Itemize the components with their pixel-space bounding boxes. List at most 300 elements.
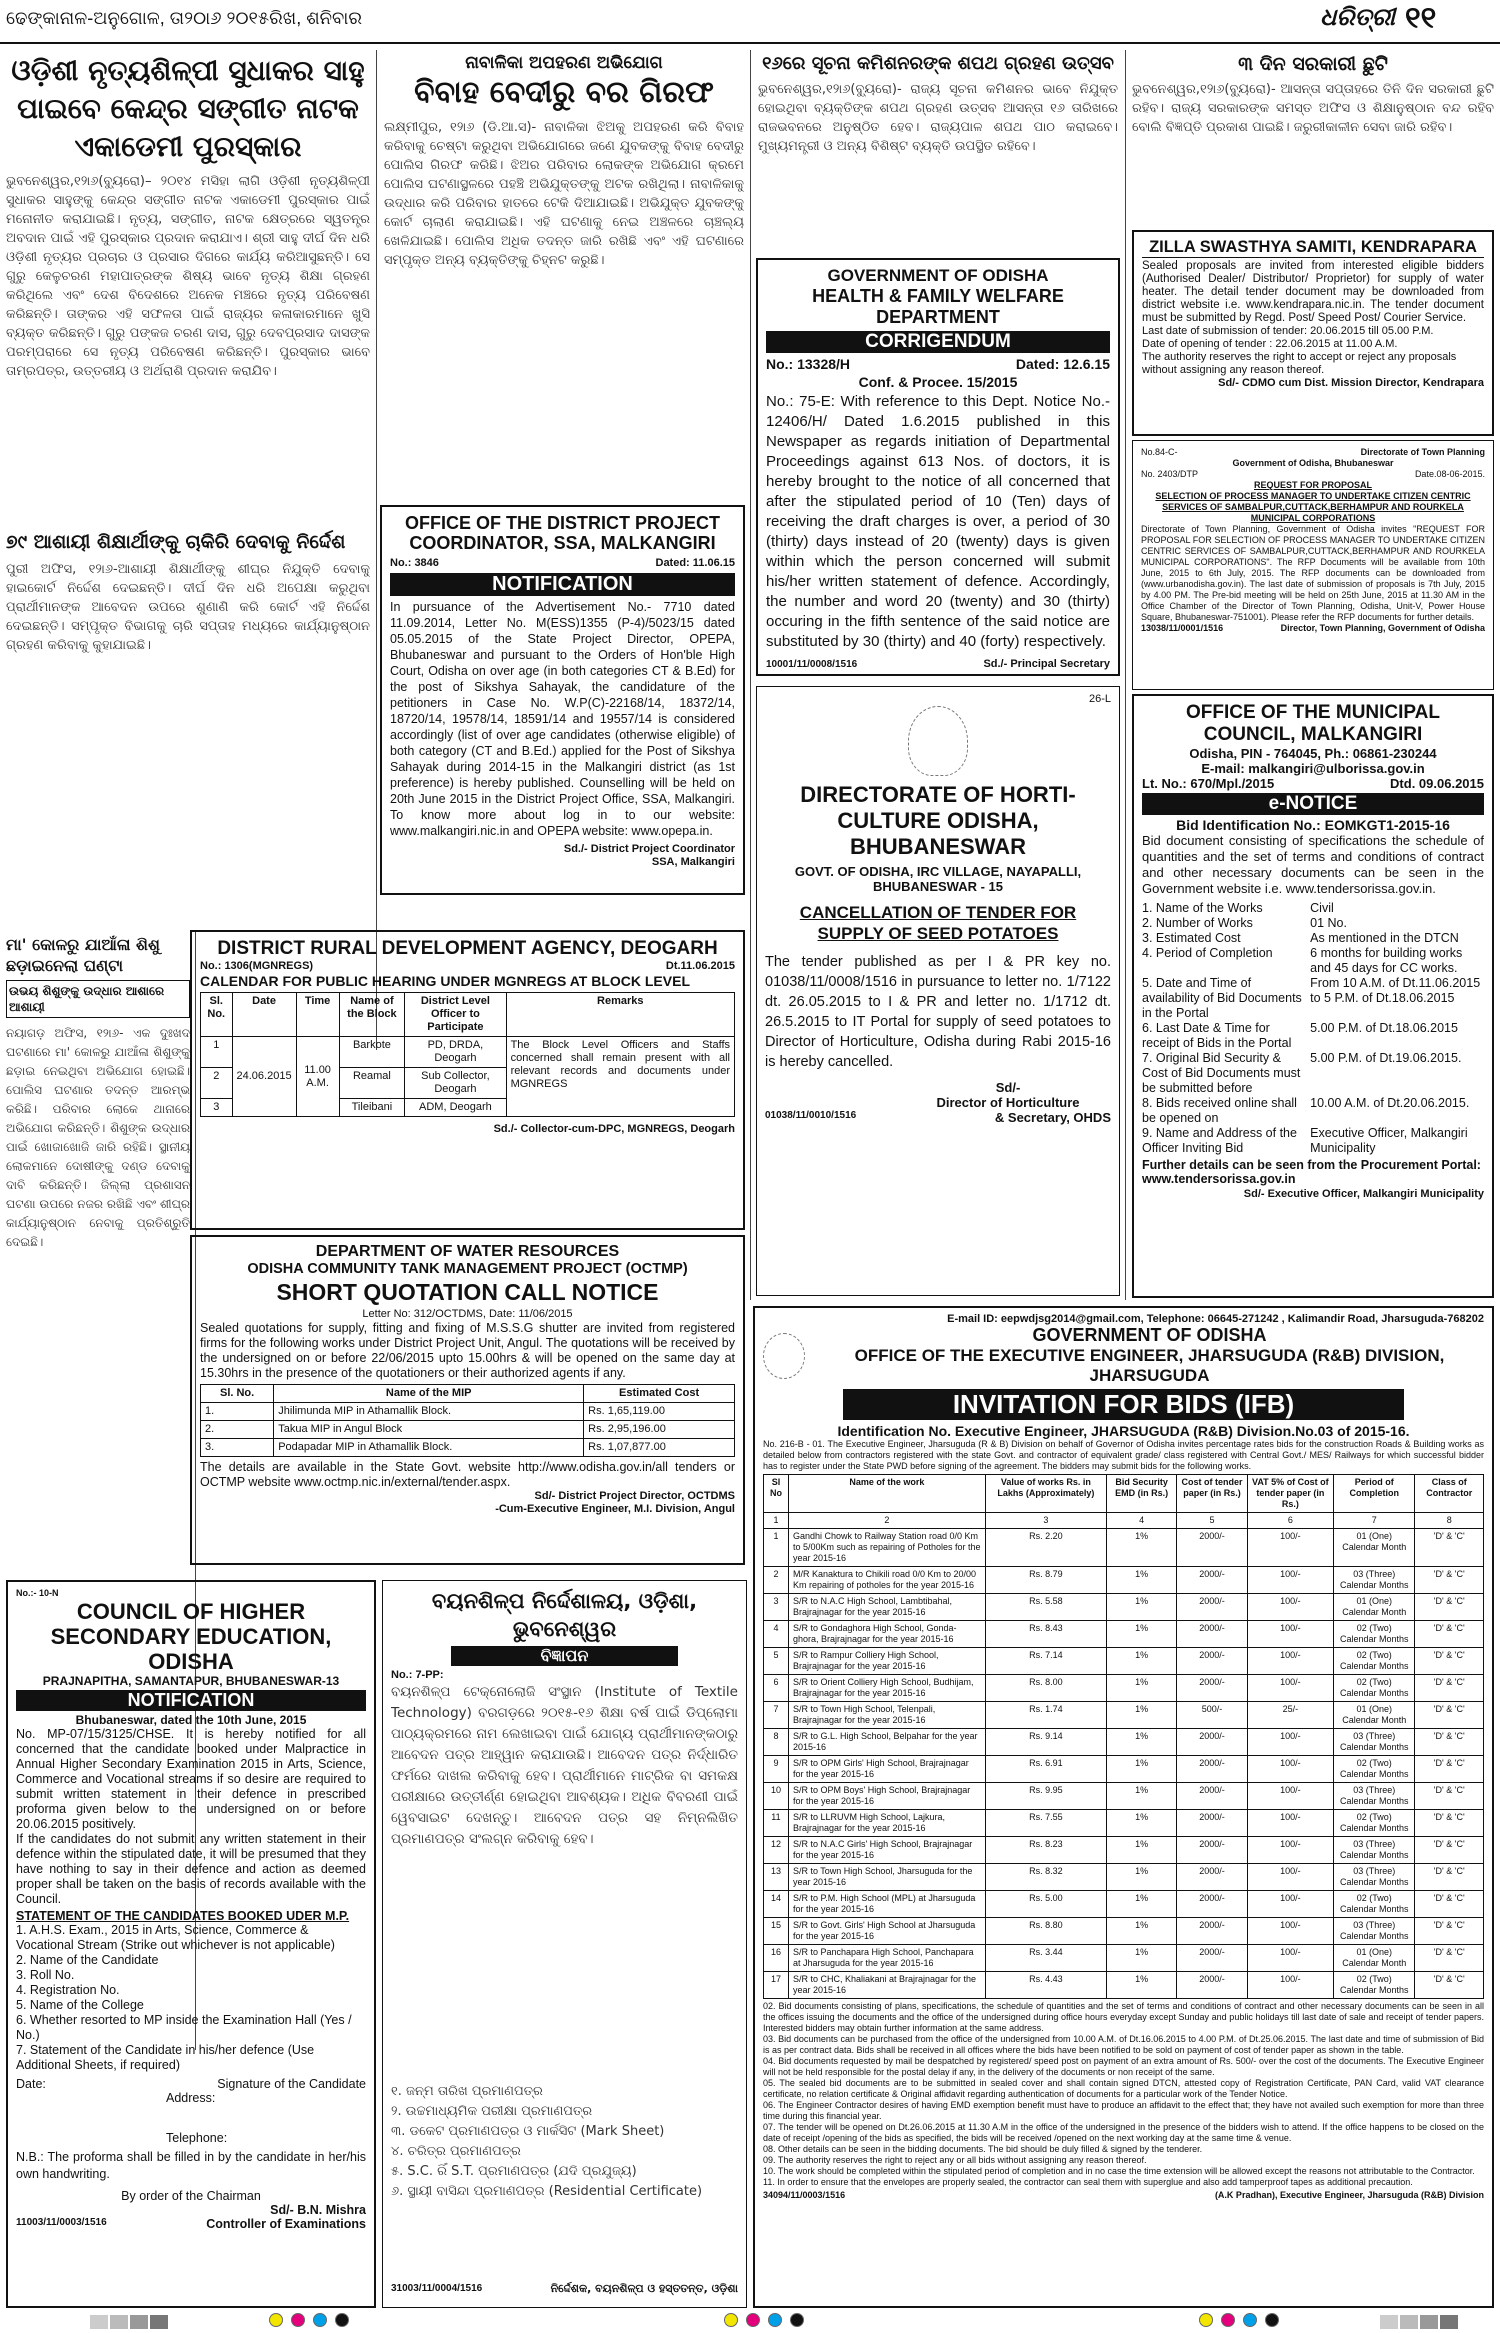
notice-date: Dt.11.06.2015	[665, 960, 735, 972]
header-dateline: ଢେଙ୍କାନାଳ-ଅନୁଗୋଳ, ତା୨୦ା୬ ୨୦୧୫ରିଖ, ଶନିବାର	[6, 8, 363, 28]
article-rti	[758, 52, 1118, 252]
note-item: 09. The authority reserves the right to reject any or all bids without assigning any reason thereof.	[763, 2155, 1147, 2165]
table-row	[764, 1945, 1484, 1972]
cell: 03 (Three) Calendar Months	[1334, 1864, 1415, 1891]
schedule-value: 10.00 A.M. of Dt.20.06.2015.	[1310, 1096, 1470, 1110]
key-label: 26-L	[1088, 693, 1111, 705]
col-header: District Level Officer to Participate	[405, 993, 506, 1037]
statement-item: 1. A.H.S. Exam., 2015 in Arts, Science, Commerce & Vocational Stream (Strike out whichever is not applicable)	[16, 1923, 335, 1952]
notice-zilla	[1132, 230, 1494, 436]
cell: Rs. 9.14	[985, 1729, 1106, 1756]
cell: Rs. 8.00	[985, 1675, 1106, 1702]
notice-bar: e-NOTICE	[1142, 793, 1484, 815]
contact-line: E-mail ID: eepwdjsg2014@gmail.com, Telephone: 06645-271242 , Kalimandir Road, Jharsuguda-768202	[947, 1313, 1484, 1325]
key-code: 11003/11/0003/1516	[16, 2217, 107, 2228]
cell: 2000/-	[1177, 1529, 1247, 1567]
cell: 6	[764, 1675, 789, 1702]
notice-title: ବୟନଶିଳ୍ପ ନିର୍ଦ୍ଦେଶାଳୟ, ଓଡ଼ିଶା, ଭୁବନେଶ୍ୱର	[431, 1589, 698, 1641]
notice-body: Sealed quotations for supply, fitting and fixing of M.S.S.G shutter are invited from registered firms for the following works under District Project Unit, Angul. The quotations will be received by the undersigned on or before 22/06/2015 upto 15.00hrs & will be opened on the same day at 15.30hrs in the presence of the quotationers or their authorized agents if any.	[200, 1321, 735, 1380]
table-row	[764, 1675, 1484, 1702]
cell: 02 (Two) Calendar Months	[1334, 1675, 1415, 1702]
notice-chse	[6, 1580, 376, 2308]
col-number: 8	[1415, 1513, 1484, 1529]
signature-title: Director of Horticulture	[936, 1095, 1080, 1110]
cell: Rs. 9.95	[985, 1783, 1106, 1810]
order-line: By order of the Chairman	[121, 2189, 261, 2203]
cell: 2000/-	[1177, 1648, 1247, 1675]
cell: 'D' & 'C'	[1415, 1675, 1484, 1702]
cell: 'D' & 'C'	[1415, 1729, 1484, 1756]
signature: Sd/- B.N. Mishra	[270, 2203, 366, 2217]
line-deadline: Last date of submission of tender: 20.06.2015 till 05.00 P.M.	[1142, 325, 1434, 337]
col-number: 4	[1106, 1513, 1177, 1529]
signature: Sd/- CDMO cum Dist. Mission Director, Kendrapara	[1218, 377, 1484, 389]
col-number: 5	[1177, 1513, 1247, 1529]
notice-date: Dated: 12.6.15	[1015, 356, 1110, 372]
color-registration-bar	[1380, 2315, 1460, 2333]
statement-item: 6. Whether resorted to MP inside the Examination Hall (Yes / No.)	[16, 2013, 352, 2042]
cell: Rs. 5.58	[985, 1594, 1106, 1621]
schedule-row	[1142, 916, 1484, 931]
col-header: Name of the work	[788, 1475, 985, 1513]
note-item: 06. The Engineer Contractor desires of having EMD exemption benefit must have to produce an affidavit to the effect that; they have not availed such exemption for more than three time during this financial year.	[763, 2100, 1484, 2121]
notice-no: No.:- 10-N	[16, 1588, 59, 1598]
cell: 'D' & 'C'	[1415, 1945, 1484, 1972]
state-emblem	[908, 706, 968, 776]
schedule-row	[1142, 901, 1484, 916]
cell: S/R to P.M. High School (MPL) at Jharsuguda for the year 2015-16	[788, 1891, 985, 1918]
notice-date: Bhubaneswar, dated the 10th June, 2015	[75, 1713, 307, 1727]
cell: 8	[764, 1729, 789, 1756]
cell: Rs. 2,95,196.00	[584, 1421, 735, 1439]
cell: Rs. 8.43	[985, 1621, 1106, 1648]
notice-body: In pursuance of the Advertisement No.- 7710 dated 11.09.2014, Letter No. M(ESS)1355 (P-4)/5023/15 dated 05.05.2015 of the State Project Director, OPEPA, Bhubaneswar and pursuant to the Orders of Hon'ble High Court, Odisha on over age (in both categories CT & B.Ed) for the post of Sikshya Sahayak, the candidature of the petitioners in Case No. W.P(C)-22168/14, 18372/14, 18720/14, 19578/14, 18591/14 and 19557/14 is considered accordingly (list of over age candidates (otherwise eligible) of both category (CT and B.Ed.) applied for the Post of Sikshya Sahayak during 2014-15 in the Malkangiri district (as 1st preference) is hereby published. Counselling will be held on 20th June 2015 in the District Project Office, SSA, Malkangiri. To know more about log in to our website: www.malkangiri.nic.in and OPEPA website: www.opepa.in.	[390, 600, 735, 838]
table-row	[764, 1972, 1484, 1999]
gov-title: GOVERNMENT OF ODISHA	[827, 266, 1049, 285]
headline: ୩ ଦିନ ସରକାରୀ ଛୁଟି	[1238, 53, 1388, 75]
cell: 500/-	[1177, 1702, 1247, 1729]
cell: 15	[764, 1918, 789, 1945]
gov-title: GOVERNMENT OF ODISHA	[1032, 1325, 1267, 1345]
cell: 2000/-	[1177, 1918, 1247, 1945]
cell: 1.	[201, 1403, 274, 1421]
cell: 100/-	[1247, 1891, 1334, 1918]
column-rule	[1125, 50, 1126, 1300]
cell: 100/-	[1247, 1783, 1334, 1810]
schedule-row	[1142, 931, 1484, 946]
cell: S/R to N.A.C Girls' High School, Brajrajnagar for the year 2015-16	[788, 1837, 985, 1864]
notice-no: No.: 1306(MGNREGS)	[200, 960, 314, 972]
note-item: 10. The work should be completed within the stipulated period of completion and in no case the time extension will be allowed except the reasons not attributable to the Contractor.	[763, 2166, 1475, 2176]
notice-drda	[190, 930, 745, 1230]
cell: 3	[201, 1099, 233, 1117]
headline: ୭୯ ଆଶାୟୀ ଶିକ୍ଷାର୍ଥୀଙ୍କୁ ଚାକିରି ଦେବାକୁ ନିର୍ଦ୍ଦେଶ	[6, 531, 346, 553]
cell: 100/-	[1247, 1810, 1334, 1837]
address-label: Address:	[166, 2091, 216, 2105]
schedule-label: 3. Estimated Cost	[1142, 931, 1241, 945]
table-row	[764, 1529, 1484, 1567]
cell: 100/-	[1247, 1594, 1334, 1621]
notice-water	[190, 1235, 745, 1565]
works-table	[763, 1474, 1484, 1999]
notice-bar: NOTIFICATION	[390, 573, 735, 596]
notice-footer: The details are available in the State Govt. website http://www.odisha.gov.in/all tenders or OCTMP website www.octmp.nic.in/external/tender.aspx.	[200, 1460, 735, 1489]
col-header: Value of works Rs. in Lakhs (Approximately)	[985, 1475, 1106, 1513]
note-item: 03. Bid documents can be purchased from the office of the undersigned from 10.00 A.M. of Dt.16.06.2015 to 4.00 P.M. of Dt.25.06.2015. The last date and time of submission of Bid is as per contract data. Bids shall be received in all offices where the bids have been notified to be sold on payment of cost of tender paper as shown in the table.	[763, 2034, 1484, 2055]
table-row	[764, 1567, 1484, 1594]
notice-body: Bid document consisting of specifications the schedule of quantities and the set of terms and conditions of contract and other necessary documents can be seen in the Government website i.e. www.tendersorissa.gov.in.	[1142, 833, 1484, 896]
key-code: 01038/11/0010/1516	[765, 1110, 857, 1121]
note-item: 05. The sealed bid documents are to be submitted in sealed cover and shall contain signed DTCN, attested copy of Registration Certificate, PAN Card, valid VAT clearance certificate, no relation certificate & Original affidavit regarding authentication of documents for a particular work of the Tender Notice.	[763, 2078, 1484, 2099]
cell: Takua MIP in Angul Block	[274, 1421, 584, 1439]
page-header	[0, 0, 1500, 44]
cell-time: 11.00 A.M.	[296, 1037, 339, 1117]
cell: 3	[764, 1594, 789, 1621]
col-header: Remarks	[506, 993, 734, 1037]
notice-body-2: If the candidates do not submit any written statement in their defence within the stipulated date, it will be presumed that they have nothing to say in their defence and action as deemed proper shall be taken on the basis of records available with the Council.	[16, 1832, 366, 1906]
cell: 03 (Three) Calendar Months	[1334, 1837, 1415, 1864]
cell: 'D' & 'C'	[1415, 1972, 1484, 1999]
document-item: ୫. S.C. ରିଁ S.T. ପ୍ରମାଣପତ୍ର (ଯଦି ପ୍ରଯୁଜ୍ୟ)	[391, 2164, 637, 2179]
cell: 01 (One) Calendar Month	[1334, 1945, 1415, 1972]
statement-item: 2. Name of the Candidate	[16, 1953, 159, 1967]
table-row	[764, 1729, 1484, 1756]
schedule-row	[1142, 946, 1484, 976]
table-row	[764, 1783, 1484, 1810]
table-row	[764, 1810, 1484, 1837]
col-header: Cost of tender paper (in Rs.)	[1177, 1475, 1247, 1513]
letter-date: Date.08-06-2015.	[1414, 469, 1485, 479]
notice-date: Dated: 11.06.15	[655, 557, 735, 569]
notice-title: OFFICE OF THE DISTRICT PROJECT COORDINATOR, SSA, MALKANGIRI	[404, 513, 720, 553]
cell: 'D' & 'C'	[1415, 1648, 1484, 1675]
cell: 100/-	[1247, 1918, 1334, 1945]
page-number: ୧୧	[1405, 2, 1437, 35]
cell: Rs. 7.14	[985, 1648, 1106, 1675]
key-code: 10001/11/0008/1516	[766, 659, 858, 670]
cell: 'D' & 'C'	[1415, 1891, 1484, 1918]
col-header: Estimated Cost	[584, 1385, 735, 1403]
col-header: Sl No	[764, 1475, 789, 1513]
cell: 'D' & 'C'	[1415, 1864, 1484, 1891]
signature: Sd/-	[995, 1080, 1021, 1095]
col-header: Sl. No.	[201, 993, 233, 1037]
signature: (A.K Pradhan), Executive Engineer, Jharsuguda (R&B) Division	[1214, 2190, 1484, 2200]
cell: 02 (Two) Calendar Months	[1334, 1972, 1415, 1999]
cell: S/R to Rampur Colliery High School, Brajrajnagar for the year 2015-16	[788, 1648, 985, 1675]
note-item: 08. Other details can be seen in the bidding documents. The bid should be duly filled & signed by the tenderer.	[763, 2144, 1203, 2154]
key-code: 34094/11/0003/1516	[763, 2190, 846, 2200]
cell: 1%	[1106, 1648, 1177, 1675]
cell: 'D' & 'C'	[1415, 1918, 1484, 1945]
cell: 1%	[1106, 1729, 1177, 1756]
cell: 'D' & 'C'	[1415, 1567, 1484, 1594]
notice-body: No. MP-07/15/3125/CHSE. It is hereby notified for all concerned that the candidate booked under Malpractice in Annual Higher Secondary Examination 2015 in Arts, Science, Commerce and Vocational streams if so desire are required to submit written statement in their defence in prescribed proforma given below to the undersigned on or before 20.06.2015 positively.	[16, 1727, 366, 1831]
cell: 1%	[1106, 1810, 1177, 1837]
cell: Rs. 1,07,877.00	[584, 1439, 735, 1457]
dept-title: HEALTH & FAMILY WELFARE DEPARTMENT	[812, 286, 1064, 327]
table-row	[764, 1621, 1484, 1648]
color-registration-bar	[90, 2315, 170, 2333]
subheadline: ଉଭୟ ଶିଶୁଙ୍କୁ ଉଦ୍ଧାର ଆଶାରେ ଆଶାୟୀ	[6, 980, 190, 1018]
notice-title: DIRECTORATE OF HORTI-CULTURE ODISHA, BHUBANESWAR	[800, 782, 1076, 859]
cell: Rs. 1,65,119.00	[584, 1403, 735, 1421]
cell: 'D' & 'C'	[1415, 1837, 1484, 1864]
schedule-label: 1. Name of the Works	[1142, 901, 1263, 915]
address: Odisha, PIN - 764045, Ph.: 06861-230244	[1189, 746, 1437, 761]
cell: 100/-	[1247, 1567, 1334, 1594]
state-emblem	[763, 1333, 805, 1379]
article-body: ଭୁବନେଶ୍ୱର,୧୨ା୬(ବ୍ୟୁରୋ)- ଆସନ୍ତା ସପ୍ତାହରେ ତିନି ଦିନ ସରକାରୀ ଛୁଟି ରହିବ। ରାଜ୍ୟ ସରକାରଙ୍କ ସମସ୍ତ ଅଫିସ ଓ ଶିକ୍ଷାନୁଷ୍ଠାନ ବନ୍ଦ ରହିବ ବୋଲି ବିଜ୍ଞପ୍ତି ପ୍ରକାଶ ପାଇଛି। ଜରୁରୀକାଳୀନ ସେବା ଜାରି ରହିବ।	[1132, 82, 1494, 135]
schedule-value: Civil	[1310, 901, 1334, 915]
table-row	[764, 1864, 1484, 1891]
letter-no: Letter No: 312/OCTDMS, Date: 11/06/2015	[362, 1308, 573, 1320]
article-holiday	[1132, 52, 1494, 227]
masthead: ଧରିତ୍ରୀ	[1320, 4, 1395, 31]
notice-municipal	[1132, 694, 1494, 1298]
cell: 'D' & 'C'	[1415, 1756, 1484, 1783]
cell: 02 (Two) Calendar Months	[1334, 1648, 1415, 1675]
headline: ମା' କୋଳରୁ ଯାଆଁଳା ଶିଶୁ ଛଡ଼ାଇନେଲା ଘଣ୍ଟା	[6, 935, 160, 975]
cell: S/R to Panchapara High School, Panchapara at Jharsuguda for the year 2015-16	[788, 1945, 985, 1972]
cell: 2000/-	[1177, 1810, 1247, 1837]
notice-health	[756, 258, 1120, 676]
document-item: ୪. ଚରିତ୍ର ପ୍ରମାଣପତ୍ର	[391, 2144, 521, 2159]
schedule-value: From 10 A.M. of Dt.11.06.2015 to 5 P.M. of Dt.18.06.2015	[1310, 976, 1481, 1005]
cell: 02 (Two) Calendar Months	[1334, 1810, 1415, 1837]
line-rights: The authority reserves the right to accept or reject any proposals without assigning any reason thereof.	[1142, 351, 1457, 376]
cell: 100/-	[1247, 1675, 1334, 1702]
cell: S/R to Gondaghora High School, Gonda-ghora, Brajrajnagar for the year 2015-16	[788, 1621, 985, 1648]
note-item: 11. In order to ensure that the envelopes are properly sealed, the contractor can seal them with superglue and also add tamperproof tapes as additional precaution.	[763, 2177, 1413, 2187]
schedule-value: Executive Officer, Malkangiri Municipality	[1310, 1126, 1468, 1155]
document-item: ୧. ଜନ୍ମ ତାରିଖ ପ୍ରମାଣପତ୍ର	[391, 2084, 543, 2099]
cell: 10	[764, 1783, 789, 1810]
cell: 100/-	[1247, 1648, 1334, 1675]
notice-bar: CORRIGENDUM	[766, 331, 1110, 353]
headline: ବିବାହ ବେଦୀରୁ ବର ଗିରଫ	[414, 75, 714, 110]
conf-no: Conf. & Procee. 15/2015	[858, 374, 1018, 390]
col-header: Name of the MIP	[274, 1385, 584, 1403]
schedule-label: 9. Name and Address of the Officer Inviting Bid	[1142, 1126, 1297, 1155]
cell: Rs. 6.91	[985, 1756, 1106, 1783]
notice-body: ବୟନଶିଳ୍ପ ଟେକ୍ନୋଲୋଜି ସଂସ୍ଥାନ (Institute of Textile Technology) ବରଗଡ଼ରେ ୨୦୧୫-୧୬ ଶିକ୍ଷା ବର୍ଷ ପାଇଁ ଡିପ୍ଲୋମା ପାଠ୍ୟକ୍ରମରେ ନାମ ଲେଖାଇବା ପାଇଁ ଯୋଗ୍ୟ ପ୍ରାର୍ଥୀମାନଙ୍କଠାରୁ ଆବେଦନ ପତ୍ର ଆହ୍ୱାନ କରାଯାଉଛି। ଆବେଦନ ପତ୍ର ନିର୍ଦ୍ଧାରିତ ଫର୍ମରେ ଦାଖଲ କରିବାକୁ ହେବ। ପ୍ରାର୍ଥୀମାନେ ମାଟ୍ରିକ ବା ସମକକ୍ଷ ପରୀକ୍ଷାରେ ଉତ୍ତୀର୍ଣ୍ଣ ହୋଇଥିବା ଆବଶ୍ୟକ। ଅଧିକ ବିବରଣୀ ପାଇଁ ୱେବସାଇଟ ଦେଖନ୍ତୁ। ଆବେଦନ ପତ୍ର ସହ ନିମ୍ନଲିଖିତ ପ୍ରମାଣପତ୍ର ସଂଲଗ୍ନ କରିବାକୁ ହେବ।	[391, 1684, 738, 1847]
cell: 'D' & 'C'	[1415, 1529, 1484, 1567]
letter-no: No. 2403/DTP	[1141, 469, 1199, 479]
date-label: Date:	[16, 2077, 46, 2091]
cell: 01 (One) Calendar Month	[1334, 1529, 1415, 1567]
cell: 03 (Three) Calendar Months	[1334, 1729, 1415, 1756]
notice-textile	[382, 1580, 747, 2308]
col-header: Bid Security EMD (in Rs.)	[1106, 1475, 1177, 1513]
col-header: Sl. No.	[201, 1385, 274, 1403]
cell: S/R to LLRUVM High School, Lajkura, Brajrajnagar for the year 2015-16	[788, 1810, 985, 1837]
project-title: ODISHA COMMUNITY TANK MANAGEMENT PROJECT (OCTMP)	[247, 1261, 688, 1277]
col-header: Period of Completion	[1334, 1475, 1415, 1513]
nb-note: N.B.: The proforma shall be filled in by the candidate in her/his own handwriting.	[16, 2150, 366, 2181]
cell: 03 (Three) Calendar Months	[1334, 1918, 1415, 1945]
cell: 1	[764, 1529, 789, 1567]
notice-no: No.84-C-	[1141, 447, 1178, 457]
col-number: 1	[764, 1513, 789, 1529]
notice-body: Directorate of Town Planning, Government of Odisha invites "REQUEST FOR PROPOSAL FOR SELECTION OF PROCESS MANAGER TO UNDERTAKE CITIZEN CENTRIC SERVICES OF SAMBALPUR,CUTTACK,BERHAMPUR AND ROURKELA MUNICIPAL CORPORATIONS". The RFP Documents will be available from 10th June, 2015 to 6th July, 2015. The RFP documents can be downloaded from (www.urbanodisha.gov.in). The last date of submission of proposals is 7th July, 2015 by 4.00 PM. The Pre-bid meeting will be held on 25th June, 2015 at 11.30 AM in the Office Chamber of the Director of Town Planning, Odisha, Unit-V, Power House Square, Bhubaneswar-751001). Please refer the RFP documents for further details.	[1141, 524, 1485, 622]
cell: 2	[201, 1068, 233, 1099]
cell: Rs. 7.55	[985, 1810, 1106, 1837]
schedule-label: 2. Number of Works	[1142, 916, 1253, 930]
cell: 2000/-	[1177, 1972, 1247, 1999]
cell: 'D' & 'C'	[1415, 1810, 1484, 1837]
address: GOVT. OF ODISHA, IRC VILLAGE, NAYAPALLI, BHUBANESWAR - 15	[794, 864, 1082, 894]
col-number: 2	[788, 1513, 985, 1529]
cell: 'D' & 'C'	[1415, 1783, 1484, 1810]
statement-item: 5. Name of the College	[16, 1998, 144, 2012]
signature: Sd/- Executive Officer, Malkangiri Municipality	[1243, 1188, 1484, 1200]
rfp-subtitle: SELECTION OF PROCESS MANAGER TO UNDERTAKE CITIZEN CENTRIC SERVICES OF SAMBALPUR,CUTTACK,BERHAMPUR AND ROURKELA MUNICIPAL CORPORATIONS	[1155, 491, 1471, 523]
cell: 16	[764, 1945, 789, 1972]
cell: 'D' & 'C'	[1415, 1702, 1484, 1729]
col-number: 3	[985, 1513, 1106, 1529]
notice-date: Dtd. 09.06.2015	[1390, 776, 1484, 791]
schedule-row	[1142, 1126, 1484, 1156]
notice-body: Sealed proposals are invited from interested eligible bidders (Authorised Dealer/ Distributor/ Proprietor) for supply of water heater. The detail tender document may be downloaded from district website i.e. www.kendrapara.nic.in. The tender document must be submitted by Regd. Post/ Speed Post/ Courier Service.	[1142, 260, 1484, 324]
cancel-title: CANCELLATION OF TENDER FOR SUPPLY OF SEED POTATOES	[799, 903, 1077, 943]
notice-town-planning	[1132, 440, 1494, 690]
cell: 1%	[1106, 1945, 1177, 1972]
schedule-row	[1142, 976, 1484, 1021]
notice-bar: INVITATION FOR BIDS (IFB)	[843, 1389, 1404, 1420]
cell: 03 (Three) Calendar Months	[1334, 1567, 1415, 1594]
article-body: ଲକ୍ଷ୍ମୀପୁର, ୧୨ା୬ (ଡି.ଆ.ସ)- ନାବାଳିକା ଝିଅକୁ ଅପହରଣ କରି ବିବାହ କରିବାକୁ ଚେଷ୍ଟା କରୁଥିବା ଅଭିଯୋଗରେ ଜଣେ ଯୁବକଙ୍କୁ ବିବାହ ବେଦୀରୁ ପୋଲିସ ଗିରଫ କରିଛି। ଝିଅର ପରିବାର ଲୋକଙ୍କ ଅଭିଯୋଗ କ୍ରମେ ପୋଲିସ ଘଟଣାସ୍ଥଳରେ ପହଞ୍ଚି ଅଭିଯୁକ୍ତଙ୍କୁ ଅଟକ ରଖିଥିଲା। ନାବାଳିକାକୁ ଉଦ୍ଧାର କରି ପରିବାର ହାତରେ ଟେକି ଦିଆଯାଇଛି। ଅଭିଯୁକ୍ତ ଯୁବକଙ୍କୁ କୋର୍ଟ ଚାଲାଣ କରାଯାଇଛି। ଏହି ଘଟଣାକୁ ନେଇ ଅଞ୍ଚଳରେ ଚାଞ୍ଚଲ୍ୟ ଖେଳିଯାଇଛି। ପୋଲିସ ଅଧିକ ତଦନ୍ତ ଜାରି ରଖିଛି ଏବଂ ଏହି ଘଟଣାରେ ସମ୍ପୃକ୍ତ ଅନ୍ୟ ବ୍ୟକ୍ତିଙ୍କୁ ଚିହ୍ନଟ କରୁଛି।	[384, 120, 744, 268]
col-header: Class of Contractor	[1415, 1475, 1484, 1513]
cell: 1%	[1106, 1756, 1177, 1783]
cell: 4	[764, 1621, 789, 1648]
cell-date: 24.06.2015	[232, 1037, 296, 1117]
cell: 7	[764, 1702, 789, 1729]
cell: 2.	[201, 1421, 274, 1439]
notice-horticulture	[756, 686, 1120, 1296]
schedule-label: 8. Bids received online shall be opened on	[1142, 1096, 1297, 1125]
cell: S/R to Town High School, Telenpali, Brajrajnagar for the year 2015-16	[788, 1702, 985, 1729]
cell: Gandhi Chowk to Railway Station road 0/0 Km to 5/00Km such as repairing of Potholes for the year 2015-16	[788, 1529, 985, 1567]
col-header: Date	[232, 993, 296, 1037]
article-bride	[384, 52, 744, 502]
schedule-label: 4. Period of Completion	[1142, 946, 1273, 960]
cell: 2	[764, 1567, 789, 1594]
notice-title: ZILLA SWASTHYA SAMITI, KENDRAPARA	[1142, 238, 1484, 258]
cell: 100/-	[1247, 1621, 1334, 1648]
cell: Rs. 1.74	[985, 1702, 1106, 1729]
notice-body: No.: 75-E: With reference to this Dept. Notice No.- 12406/H/ Dated 1.6.2015 published in this Newspaper as regards initiation of Departmental Proceedings against 613 Nos. of doctors, it is hereby brought to the notice of all concerned that after the stipulated period of 10 (Ten) days of receiving the draft charges is over, a period of 30 (thirty) days instead of 20 (twenty) days is given within which the person concerned will submit his/her written statement of defence. Accordingly, the number and word 20 (twenty) and 30 (thirty) occuring in the fifth sentence of the said notice are substituted by 30 (thirty) and 40 (forty) respectively.	[766, 393, 1110, 650]
signature-label: Signature of the Candidate	[217, 2077, 366, 2091]
signature: Director, Town Planning, Government of Odisha	[1280, 623, 1485, 633]
bid-id: Bid Identification No.: EOMKGT1-2015-16	[1176, 817, 1450, 833]
cell: S/R to Town High School, Jharsuguda for the year 2015-16	[788, 1864, 985, 1891]
email: E-mail: malkangiri@ulborissa.gov.in	[1201, 761, 1425, 776]
cell: 1%	[1106, 1675, 1177, 1702]
cell: 1%	[1106, 1864, 1177, 1891]
cell: 2000/-	[1177, 1891, 1247, 1918]
key-code: 13038/11/0001/1516	[1141, 623, 1224, 633]
cell: 1%	[1106, 1594, 1177, 1621]
cell: 1%	[1106, 1918, 1177, 1945]
document-item: ୬. ସ୍ଥାୟୀ ବାସିନ୍ଦା ପ୍ରମାଣପତ୍ର (Residential Certificate)	[391, 2184, 703, 2199]
cell: 100/-	[1247, 1972, 1334, 1999]
headline: ୧୬ରେ ସୂଚନା କମିଶନରଙ୍କ ଶପଥ ଗ୍ରହଣ ଉତ୍ସବ	[762, 53, 1114, 74]
signature: Sd./- Collector-cum-DPC, MGNREGS, Deogarh	[493, 1123, 735, 1135]
cell: 9	[764, 1756, 789, 1783]
cell: 12	[764, 1837, 789, 1864]
notice-title: COUNCIL OF HIGHER SECONDARY EDUCATION, ODISHA	[50, 1599, 332, 1674]
cell: 5	[764, 1648, 789, 1675]
note-item: 07. The tender will be opened on Dt.26.06.2015 at 11.30 A.M in the office of the undersigned in the presence of the bidders wish to attend. If the office happens to be closed on the date of receipt /opening of the bids as specified, the bids will be received /opened on the next working day at the same time & venue.	[763, 2122, 1484, 2143]
notice-no: No.: 13328/H	[766, 356, 851, 372]
cell: 'D' & 'C'	[1415, 1594, 1484, 1621]
cell: Rs. 4.43	[985, 1972, 1106, 1999]
col-number: 7	[1334, 1513, 1415, 1529]
cell-remarks: The Block Level Officers and Staffs concerned shall remain present with all relevant records and documents under MGNREGS	[506, 1037, 734, 1117]
cell: 100/-	[1247, 1729, 1334, 1756]
cell: S/R to OPM Girls' High School, Brajrajnagar for the year 2015-16	[788, 1756, 985, 1783]
intro: No. 216-B - 01. The Executive Engineer, Jharsuguda (R & B) Division on behalf of Governor of Odisha invites percentage rates bids for the construction Roads & Building works as detailed below from contractors registered with the state Govt. and contractor of equivalent grade/ class registered with Central Govt./ MES/ Railways for which successful bidder has to register under the State PWD before signing of the agreement. The bidders may submit bids for the following works.	[763, 1439, 1484, 1471]
gov: Government of Odisha, Bhubaneswar	[1232, 458, 1394, 468]
schedule-value: As mentioned in the DTCN	[1310, 931, 1459, 945]
cell: 1%	[1106, 1783, 1177, 1810]
color-registration-marks	[1195, 2313, 1283, 2332]
line-opening: Date of opening of tender : 22.06.2015 at 11.00 A.M.	[1142, 338, 1398, 350]
article-body: ପୁରୀ ଅଫିସ, ୧୨ା୬-ଆଶାୟୀ ଶିକ୍ଷାର୍ଥୀଙ୍କୁ ଶୀଘ୍ର ନିଯୁକ୍ତି ଦେବାକୁ ହାଇକୋର୍ଟ ନିର୍ଦ୍ଦେଶ ଦେଇଛନ୍ତି। ଦୀର୍ଘ ଦିନ ଧରି ଅପେକ୍ଷା କରୁଥିବା ପ୍ରାର୍ଥୀମାନଙ୍କ ଆବେଦନ ଉପରେ ଶୁଣାଣି କରି କୋର୍ଟ ଏହି ନିର୍ଦ୍ଦେଶ ଦେଇଛନ୍ତି। ସମ୍ପୃକ୍ତ ବିଭାଗକୁ ଚାରି ସପ୍ତାହ ମଧ୍ୟରେ କାର୍ଯ୍ୟାନୁଷ୍ଠାନ ଗ୍ରହଣ କରିବାକୁ କୁହାଯାଇଛି।	[6, 562, 370, 653]
calendar-title: CALENDAR FOR PUBLIC HEARING UNDER MGNREGS AT BLOCK LEVEL	[200, 973, 690, 989]
cell: 1%	[1106, 1567, 1177, 1594]
color-registration-marks	[720, 2313, 808, 2332]
cell: Sub Collector, Deogarh	[405, 1068, 506, 1099]
statement-item: 7. Statement of the Candidate in his/her defence (Use Additional Sheets, if required)	[16, 2043, 315, 2072]
cell: Rs. 8.79	[985, 1567, 1106, 1594]
signature-office: & Secretary, OHDS	[994, 1110, 1111, 1125]
document-item: ୨. ଉଚ୍ଚମାଧ୍ୟମିକ ପରୀକ୍ଷା ପ୍ରମାଣପତ୍ର	[391, 2104, 593, 2119]
document-list	[391, 2082, 738, 2282]
cell: 100/-	[1247, 1756, 1334, 1783]
column-rule	[750, 50, 751, 1300]
cell: Rs. 8.32	[985, 1864, 1106, 1891]
cell: 2000/-	[1177, 1945, 1247, 1972]
key-code: 31003/11/0004/1516	[391, 2283, 483, 2294]
table-row	[764, 1594, 1484, 1621]
col-header: Name of the Block	[339, 993, 405, 1037]
cell: S/R to G.L. High School, Belpahar for the year 2015-16	[788, 1729, 985, 1756]
signature: Sd/- District Project Director, OCTDMS	[534, 1490, 735, 1502]
statement-title: STATEMENT OF THE CANDIDATES BOOKED UDER M.P.	[16, 1909, 350, 1923]
signature-office: SSA, Malkangiri	[651, 856, 735, 868]
cell: S/R to CHC, Khaliakani at Brajrajnagar for the year 2015-16	[788, 1972, 985, 1999]
cell: Reamal	[339, 1068, 405, 1099]
cell: 02 (Two) Calendar Months	[1334, 1621, 1415, 1648]
color-registration-marks	[265, 2313, 353, 2332]
schedule-row	[1142, 1021, 1484, 1051]
cell: Podapadar MIP in Athamallik Block.	[274, 1439, 584, 1457]
article-odissi	[6, 52, 370, 522]
further-details: Further details can be seen from the Procurement Portal: www.tendersorissa.gov.in	[1142, 1158, 1481, 1186]
cell: 1	[201, 1037, 233, 1068]
cell: M/R Kanaktura to Chikili road 0/0 Km to 20/00 Km repairing of potholes for the year 2015-16	[788, 1567, 985, 1594]
notice-title: SHORT QUOTATION CALL NOTICE	[276, 1279, 659, 1305]
cell: PD, DRDA, Deogarh	[405, 1037, 506, 1068]
rfp-title: REQUEST FOR PROPOSAL	[1253, 480, 1372, 490]
statement-item: 3. Roll No.	[16, 1968, 75, 1982]
note-item: 04. Bid documents requested by mail be despatched by registered/ speed post on payment of an extra amount of Rs. 500/- over the cost of the documents. The Executive Engineer will not be held responsible for the postal delay if any, in the delivery of the documents or non receipt of the same.	[763, 2056, 1484, 2077]
cell: 02 (Two) Calendar Months	[1334, 1756, 1415, 1783]
notice-bar: NOTIFICATION	[16, 1690, 366, 1711]
cell: 2000/-	[1177, 1729, 1247, 1756]
